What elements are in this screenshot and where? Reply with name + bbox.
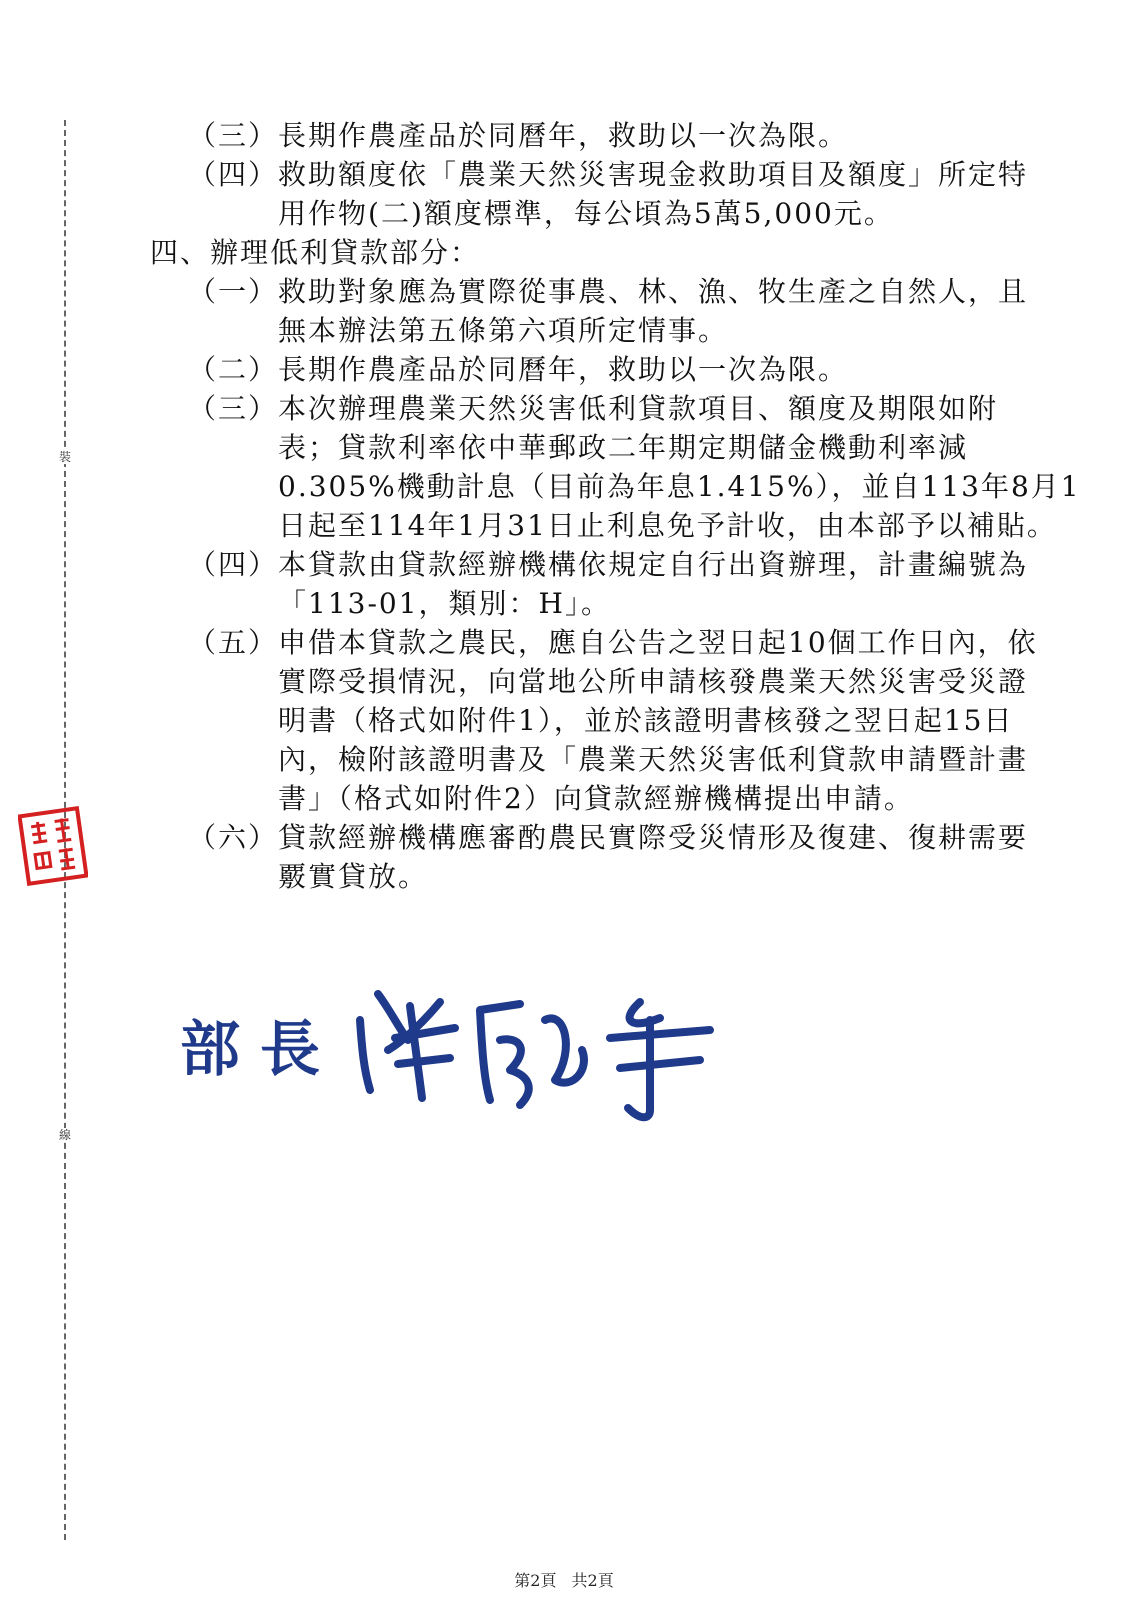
item-text-line: 本貸款由貸款經辦機構依規定自行出資辦理，計畫編號為 (278, 548, 1029, 581)
item-label: （三） (188, 119, 279, 152)
item-text-line: 表；貸款利率依中華郵政二年期定期儲金機動利率減 (278, 431, 969, 464)
item-label: （四） (188, 548, 279, 581)
item-label: （四） (188, 158, 279, 191)
aid-item-4 (150, 155, 1050, 233)
item-text-line: 無本辦法第五條第六項所定情事。 (278, 314, 729, 347)
loan-items-list (150, 272, 1081, 896)
item-text-line: 本次辦理農業天然災害低利貸款項目、額度及期限如附 (278, 392, 999, 425)
item-text-line: 內，檢附該證明書及「農業天然災害低利貸款申請暨計畫 (278, 743, 1029, 776)
item-label: （一） (188, 275, 279, 308)
item-text: 長期作農產品於同曆年，救助以一次為限。 (278, 119, 849, 152)
binding-mark-top: 裝 (58, 450, 71, 464)
item-text-line: 書」（格式如附件2）向貸款經辦機構提出申請。 (278, 782, 914, 815)
item-text-line: 申借本貸款之農民，應自公告之翌日起10個工作日內，依 (278, 626, 1038, 659)
official-seal-stamp (18, 806, 88, 886)
item-text-line: 日起至114年1月31日止利息免予計收，由本部予以補貼。 (278, 509, 1057, 542)
item-text-line: 0.305%機動計息（目前為年息1.415%），並自113年8月1 (278, 470, 1081, 503)
item-text-line: 救助額度依「農業天然災害現金救助項目及額度」所定特 (278, 158, 1029, 191)
item-label: （二） (188, 353, 279, 386)
loan-item (150, 350, 1050, 389)
document-body (150, 116, 1081, 896)
loan-item (150, 545, 1050, 623)
signature-title: 部長 (180, 1015, 340, 1085)
item-text-line: 明書（格式如附件1），並於該證明書核發之翌日起15日 (278, 704, 1014, 737)
item-label: （三） (188, 392, 279, 425)
loan-item (150, 389, 1081, 545)
handwritten-signature (350, 980, 760, 1130)
binding-mark-bottom: 線 (58, 1128, 71, 1142)
item-text-line: 「113-01，類別：H」。 (278, 587, 611, 620)
item-text-line: 長期作農產品於同曆年，救助以一次為限。 (278, 353, 849, 386)
loan-item (150, 818, 1050, 896)
page-footer (0, 1568, 1128, 1591)
item-text-line: 救助對象應為實際從事農、林、漁、牧生產之自然人，且 (278, 275, 1029, 308)
item-text-line: 用作物(二)額度標準，每公頃為5萬5,000元。 (278, 197, 894, 230)
page-total: 共2頁 (571, 1571, 614, 1590)
item-text-line: 貸款經辦機構應審酌農民實際受災情形及復建、復耕需要 (278, 821, 1029, 854)
item-label: （五） (188, 626, 279, 659)
page-current: 第2頁 (514, 1571, 557, 1590)
item-label: （六） (188, 821, 279, 854)
item-text-line: 實際受損情況，向當地公所申請核發農業天然災害受災證 (278, 665, 1029, 698)
minister-signature-block (180, 980, 760, 1130)
item-text-line: 覈實貸放。 (278, 860, 429, 893)
loan-item (150, 623, 1050, 818)
loan-item (150, 272, 1050, 350)
section-heading: 四、辦理低利貸款部分： (150, 236, 481, 269)
aid-item-3 (150, 116, 1050, 155)
